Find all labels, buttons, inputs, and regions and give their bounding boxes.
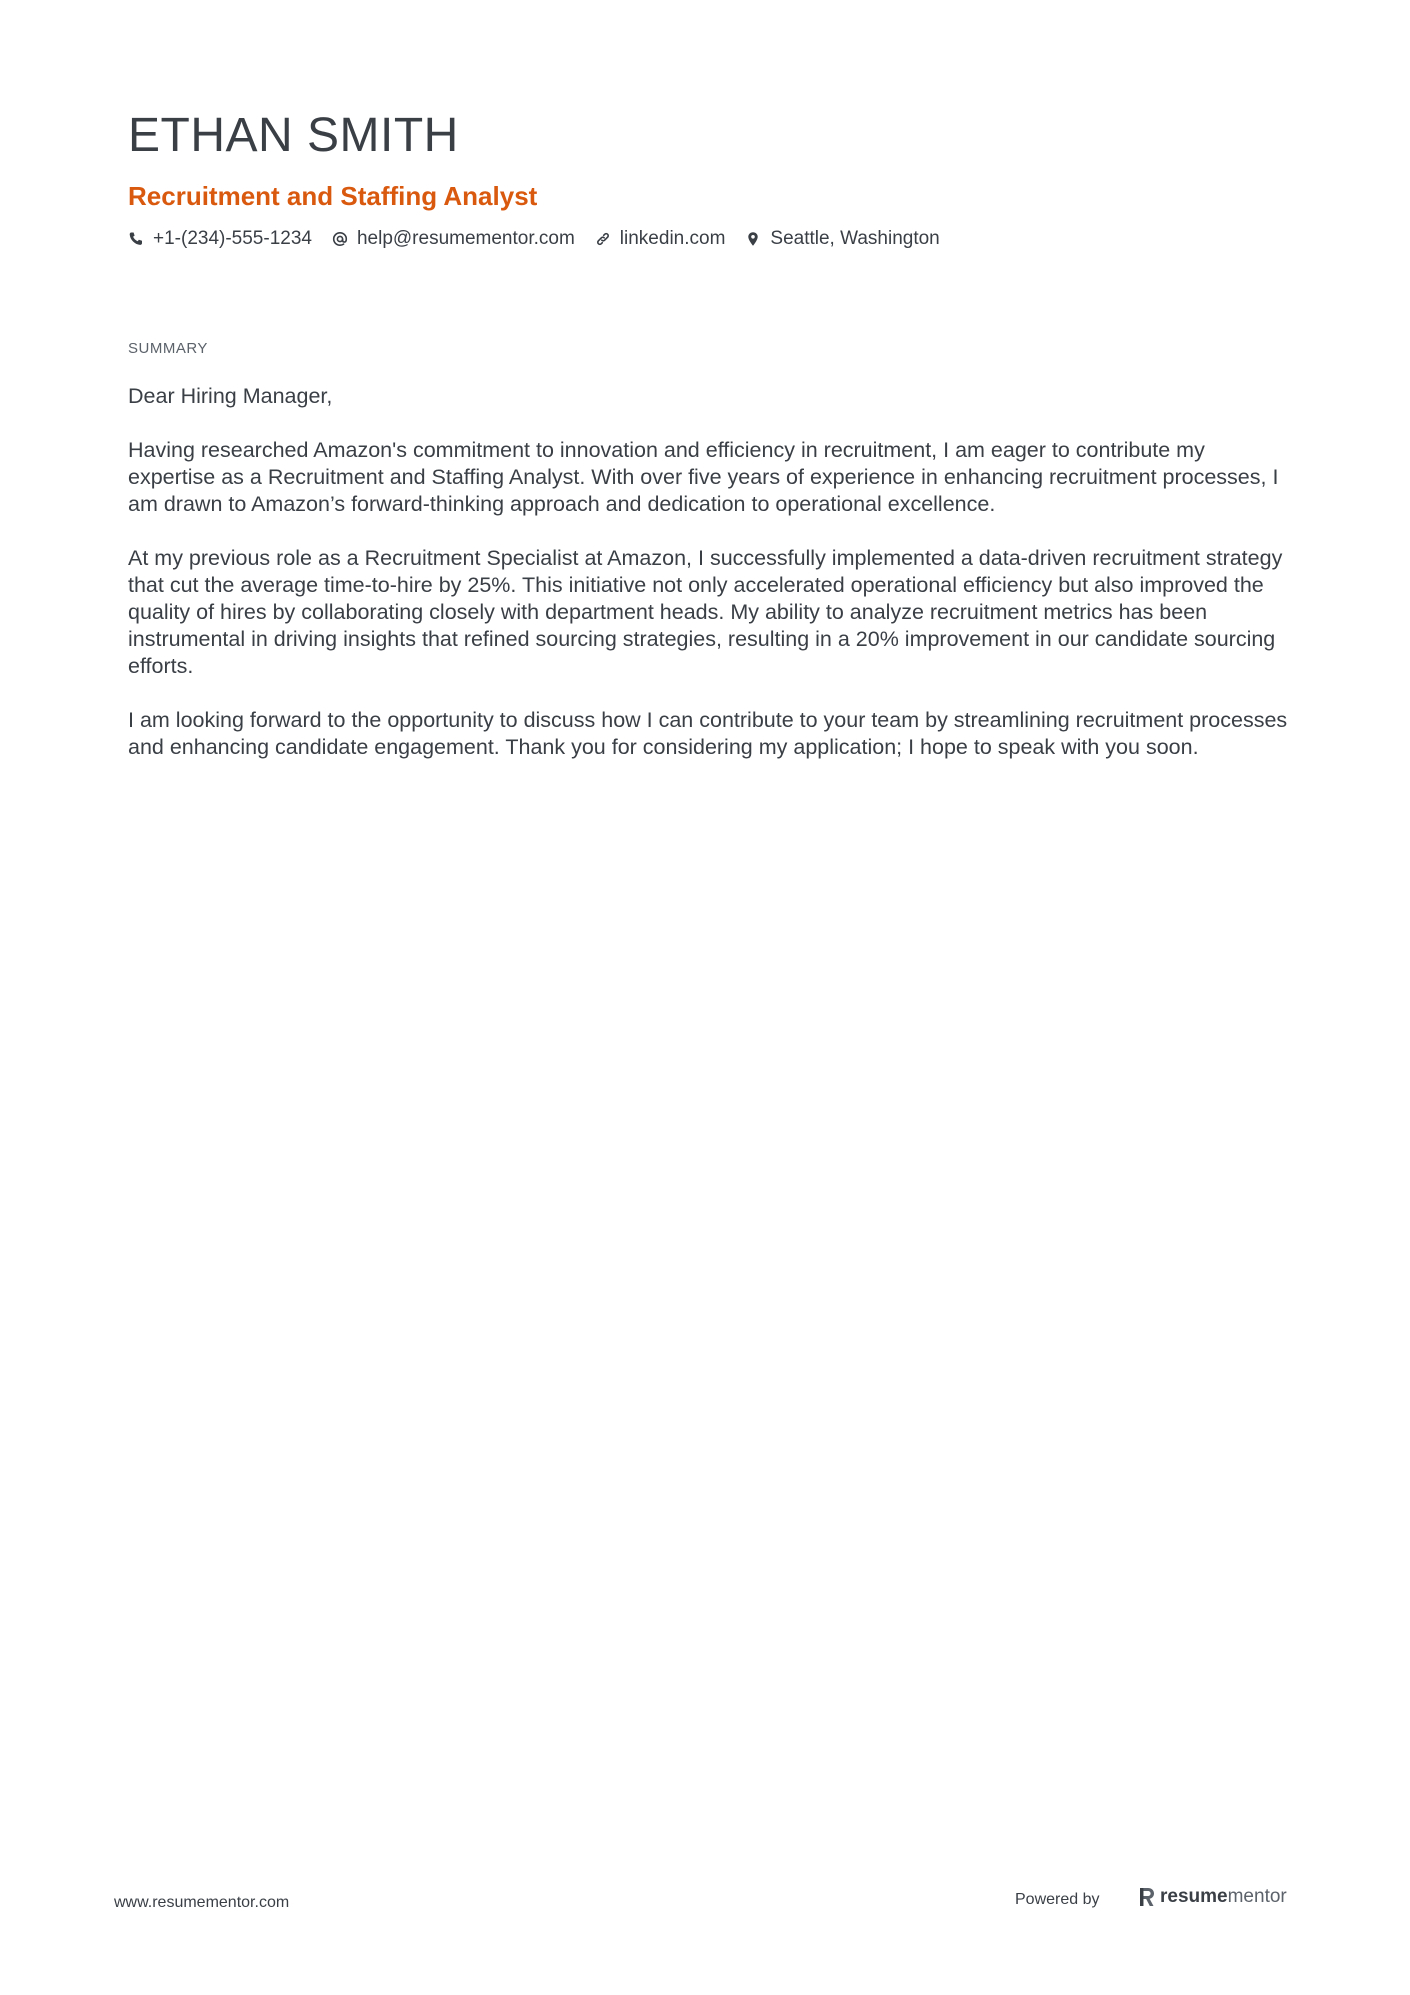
paragraph-3: I am looking forward to the opportunity to discuss how I can contribute to your team by streamlining recruitment processes and enhancing candidate engagement. Thank you for considering my application; I hope to speak with you soon. <box>128 708 1288 759</box>
at-icon <box>332 231 348 247</box>
contact-info <box>128 228 940 250</box>
contact-location <box>745 228 939 250</box>
paragraph-1: Having researched Amazon's commitment to innovation and efficiency in recruitment, I am eager to contribute my expertise as a Recruitment and Staffing Analyst. With over five years of experience in enhancing recruitment processes, I am drawn to Amazon’s forward-thinking approach and dedication to operational excellence. <box>128 438 1279 516</box>
cover-letter-body <box>128 383 1288 788</box>
powered-by-label: Powered by <box>1015 1891 1100 1908</box>
contact-email-text[interactable]: help@resumementor.com <box>356 228 575 249</box>
resumementor-logo-icon <box>1138 1886 1156 1908</box>
contact-phone <box>128 228 312 250</box>
contact-linkedin[interactable] <box>595 228 726 250</box>
resumementor-logo[interactable] <box>1138 1886 1287 1908</box>
footer-website-link[interactable]: www.resumementor.com <box>114 1894 290 1911</box>
location-pin-icon <box>745 231 761 247</box>
summary-heading: SUMMARY <box>128 340 208 357</box>
candidate-role: Recruitment and Staffing Analyst <box>128 181 538 211</box>
candidate-name: ETHAN SMITH <box>128 109 459 162</box>
brand-name-part2: mentor <box>1227 1886 1287 1907</box>
contact-phone-text: +1-(234)-555-1234 <box>153 228 312 249</box>
contact-linkedin-text[interactable]: linkedin.com <box>619 228 726 249</box>
link-icon <box>595 231 611 247</box>
greeting: Dear Hiring Manager, <box>128 384 333 408</box>
contact-location-text: Seattle, Washington <box>770 228 940 249</box>
brand-name-part1: resume <box>1160 1886 1228 1907</box>
paragraph-2: At my previous role as a Recruitment Specialist at Amazon, I successfully implemented a data-driven recruitment strategy that cut the average time-to-hire by 25%. This initiative not only accelerated operational efficiency but also improved the quality of hires by collaborating closely with department heads. My ability to analyze recruitment metrics has been instrumental in driving insights that refined sourcing strategies, resulting in a 20% improvement in our candidate sourcing efforts. <box>128 546 1283 678</box>
contact-email[interactable] <box>332 228 575 250</box>
phone-icon <box>128 231 144 247</box>
